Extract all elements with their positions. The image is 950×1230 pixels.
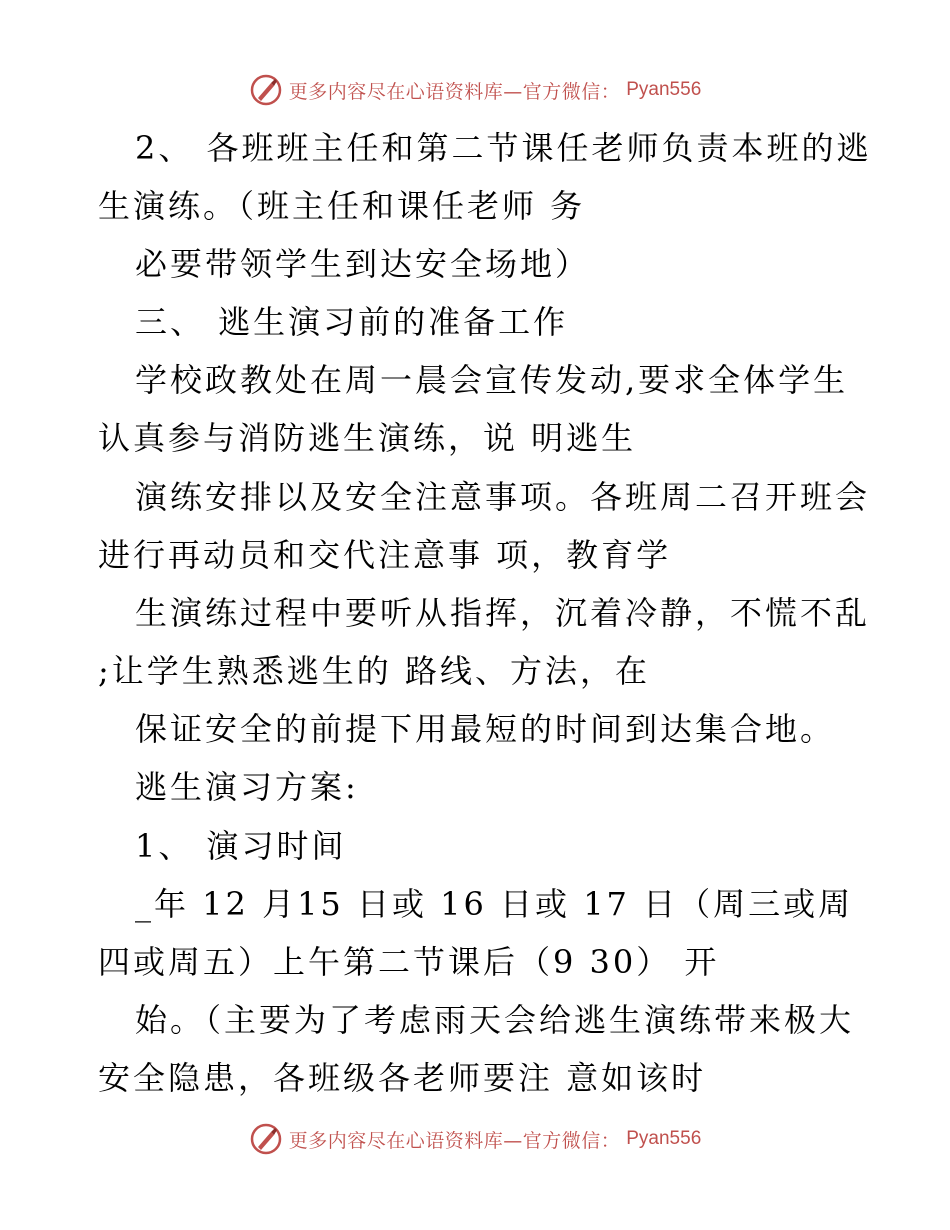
text-line: 1、 演习时间 <box>135 827 347 865</box>
text-line: 逃生演习方案: <box>135 768 359 806</box>
text-line: 进行再动员和交代注意事 项，教育学 <box>98 536 672 574</box>
text-line: 学校政教处在周一晨会宣传发动,要求全体学生 <box>135 361 849 399</box>
text-line: 三、 逃生演习前的准备工作 <box>135 303 569 341</box>
watermark-text: 更多内容尽在心语资料库—官方微信： <box>288 1129 621 1152</box>
text-line: ;让学生熟悉逃生的 路线、方法，在 <box>98 652 650 690</box>
pen-logo-icon <box>249 1122 283 1156</box>
text-line: 必要带领学生到达安全场地） <box>135 245 591 283</box>
header-watermark <box>0 70 950 110</box>
pen-logo-icon <box>249 73 283 107</box>
watermark-text: 更多内容尽在心语资料库—官方微信： <box>288 80 621 103</box>
text-line: 保证安全的前提下用最短的时间到达集合地。 <box>135 710 836 748</box>
text-line: 认真参与消防逃生演练，说 明逃生 <box>98 419 637 457</box>
text-line: 演练安排以及安全注意事项。各班周二召开班会 <box>135 478 871 516</box>
text-line: 2、 各班班主任和第二节课任老师负责本班的逃 <box>135 129 872 167</box>
text-line: 生演练。（班主任和课任老师 务 <box>98 187 586 225</box>
watermark-handle: Pyan556 <box>626 79 702 100</box>
text-line: 安全隐患，各班级各老师要注 意如该时 <box>98 1059 707 1097</box>
text-line: 四或周五）上午第二节课后（9 30） 开 <box>98 943 720 981</box>
text-line: 生演练过程中要听从指挥，沉着冷静，不慌不乱 <box>135 594 871 632</box>
footer-watermark <box>0 1119 950 1159</box>
text-line: 始。（主要为了考虑雨天会给逃生演练带来极大 <box>135 1001 855 1039</box>
watermark-handle: Pyan556 <box>626 1128 702 1149</box>
text-line: _年 12 月15 日或 16 日或 17 日（周三或周 <box>135 885 854 923</box>
